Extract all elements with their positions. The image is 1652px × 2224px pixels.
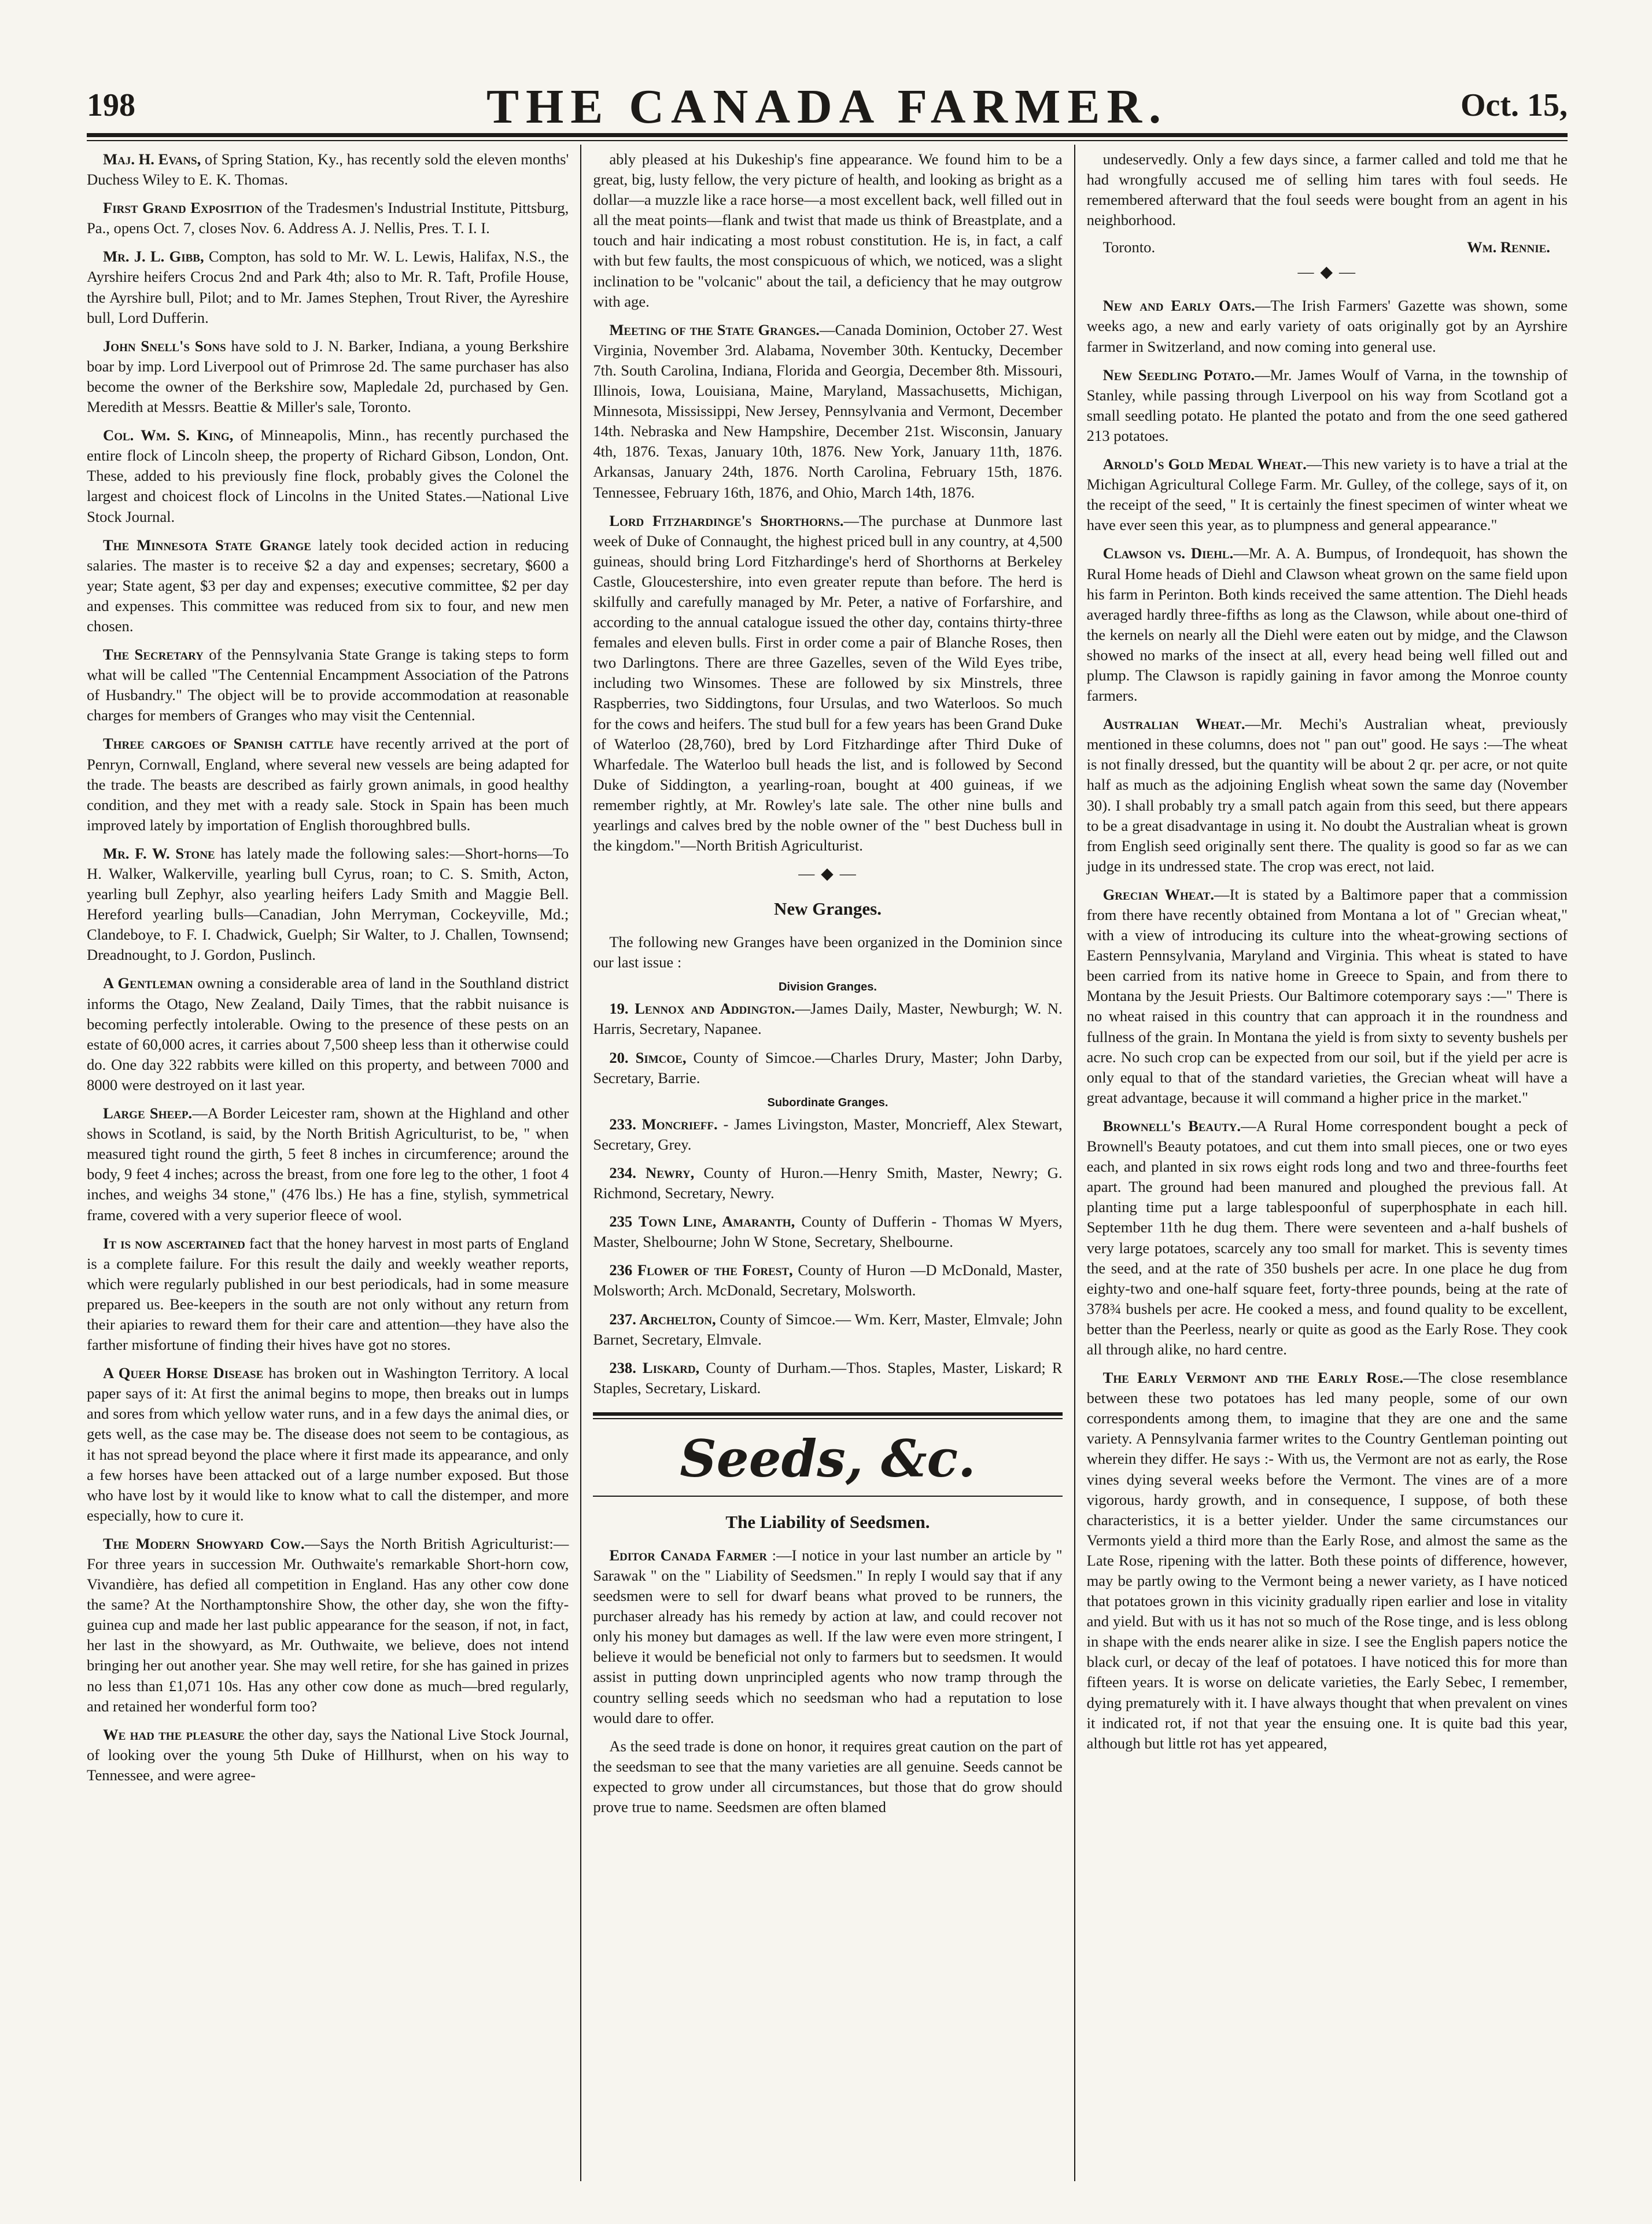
granges-intro: The following new Granges have been organized in the Dominion since our last issue : [593, 933, 1063, 971]
signature-place: Toronto. [1102, 238, 1156, 256]
newspaper-page [87, 75, 1568, 2181]
paragraph-lead: It is now ascertained [103, 1234, 245, 1252]
section-rule [593, 1496, 1062, 1497]
page-number: 198 [87, 87, 135, 123]
article-paragraph [87, 844, 569, 966]
paragraph-lead: New and Early Oats. [1102, 297, 1255, 315]
masthead [87, 75, 1568, 133]
article-paragraph [593, 1358, 1062, 1398]
article-paragraph [593, 1260, 1062, 1301]
paragraph-lead: First Grand Exposition [103, 199, 263, 217]
article-paragraph [87, 1233, 569, 1356]
paragraph-lead: 234. Newry, [609, 1163, 695, 1181]
paragraph-lead: Australian Wheat. [1102, 715, 1245, 733]
column-1 [87, 145, 580, 2181]
column-3 [1074, 145, 1568, 2181]
paragraph-text: the other day, says the National Live Stock Journal, of looking over the young 5th Duke of Hillhurst, when on his way to Tennessee, and were agree- [87, 1725, 569, 1784]
paragraph-text: County of Durham.—Thos. Staples, Master, Liskard; R Staples, Secretary, Liskard. [593, 1358, 1063, 1397]
paragraph-lead: 238. Liskard, [609, 1358, 700, 1376]
issue-date: Oct. 15, [1460, 87, 1568, 123]
article-paragraph [1087, 714, 1568, 877]
paragraph-lead: Editor Canada Farmer [609, 1546, 768, 1564]
paragraph-text: of Spring Station, Ky., has recently sold the eleven months' Duchess Wiley to E. K. Thomas. [87, 150, 569, 189]
paragraph-text: have sold to J. N. Barker, Indiana, a young Berkshire boar by imp. Lord Liverpool out of Primrose 2d. The same purchaser has also become the owner of the Berkshire sow, Mapledale 2d, purchased by Gen. Meredith at Messrs. Beattie & Miller's sale, Toronto. [87, 337, 569, 416]
paragraph-text: —Mr. Mechi's Australian wheat, previously mentioned in these columns, does not " pan out" good. He says :—The wheat is not finally dressed, but the quantity will be about 2 qr. per acre, or not quite half as much as the adjoining English wheat sown the same day (November 30). I shall probably try a small patch again from this seed, but there appears to be a great disadvantage in using it. No doubt the Australian wheat is grown from English seed originally sent there. The quality is good so far as we can judge in its undressed state. The crop was erect, not laid. [1086, 715, 1568, 875]
paragraph-lead: Large Sheep. [103, 1104, 193, 1122]
article-paragraph [593, 1212, 1062, 1252]
paragraph-lead: We had the pleasure [103, 1725, 245, 1743]
article-paragraph [593, 511, 1062, 856]
paragraph-lead: Maj. H. Evans, [103, 150, 201, 168]
paragraph-lead: 235 Town Line, Amaranth, [609, 1213, 795, 1231]
article-paragraph [87, 1534, 569, 1717]
paragraph-text: —Canada Dominion, October 27. West Virginia, November 3rd. Alabama, November 30th. Kentucky, December 7th. South Carolina, Indiana, Florida and Georgia, December 8th. Missouri, Illinois, Iowa, Louisiana, Maine, Maryland, Massachusetts, Michigan, Minnesota, Mississippi, New Jersey, Pennsylvania and Vermont, December 14th. Nebraska and New Hampshire, December 21st. Wisconsin, January 4th, 1876. Texas, January 10th, 1876. New York, January 11th, 1876. Arkansas, January 24th, 1876. North Carolina, February 15th, 1876. Tennessee, February 16th, 1876, and Ohio, March 14th, 1876. [593, 321, 1063, 501]
paragraph-text: —A Rural Home correspondent bought a peck of Brownell's Beauty potatoes, and cut them into small pieces, one or two eyes each, and planted in six rows eight rods long and two and three-fourths feet apart. The ground had been manured and ploughed the previous fall. At planting time put a large tablespoonful of superphosphate in each hill. September 11th he dug them. There were seventeen and a-half bushels of very large potatoes, scarcely any too small for market. This is seventy times the seed, and at the rate of 350 bushels per acre. In one place he dug from eighty-two and one-half square feet, forty-three pounds, being at the rate of 378¾ bushels per acre. He cooked a mess, and found quality to be excellent, better than the Peerless, nearly or quite as good as the Early Rose. They cook all through alike, no hard centre. [1086, 1117, 1568, 1358]
new-granges-heading: New Granges. [773, 899, 882, 919]
section-double-rule [593, 1412, 1062, 1419]
article-paragraph [593, 1309, 1062, 1350]
paragraph-text: —Mr. A. A. Bumpus, of Irondequoit, has shown the Rural Home heads of Diehl and Clawson wheat grown on the same field upon his farm in Perinton. Both kinds received the same attention. The Diehl heads averaged hardly three-fifths as long as the Clawson, while about one-third of the kernels on nearly all the Diehl were eaten out by midge, and the Clawson showed no marks of the insect at all, every head being well filled out and plump. The Clawson is rapidly gaining in favor among the Monroe county farmers. [1086, 544, 1568, 705]
article-paragraph [593, 1048, 1062, 1088]
paragraph-text: —Mr. James Woulf of Varna, in the township of Stanley, while passing through Liverpool on his way from Scotland got a small seedling potato. He planted the potato and from the one seed gathered 213 potatoes. [1086, 366, 1568, 444]
paragraph-text: have recently arrived at the port of Penryn, Cornwall, England, where several new vessels are being adapted for the trade. The beasts are described as fairly grown animals, in good healthy condition, and they met with a ready sale. Stock in Spain has been much improved lately by importation of English thoroughbred bulls. [87, 735, 569, 834]
subordinate-granges-heading: Subordinate Granges. [767, 1096, 888, 1109]
paragraph-lead: Mr. J. L. Gibb, [103, 248, 204, 266]
paragraph-lead: Col. Wm. S. King, [103, 426, 234, 444]
article-paragraph [87, 734, 569, 835]
paragraph-lead: The Secretary [103, 646, 204, 664]
seeds-section-title: Seeds, &c. [680, 1428, 976, 1489]
article-paragraph [1087, 296, 1568, 356]
paragraph-lead: The Modern Showyard Cow. [103, 1534, 305, 1552]
article-paragraph [87, 1363, 569, 1526]
paragraph-text: As the seed trade is done on honor, it requires great caution on the part of the seedsman to see that the many varieties are all genuine. Seeds cannot be expected to grow under all circumstances, but those that do grow should prove true to name. Seedsmen are often blamed [593, 1737, 1063, 1816]
continued-paragraph: undeservedly. Only a few days since, a farmer called and told me that he had wrongfully accused me of selling him tares with foul seeds. He remembered afterward that the foul seeds were bought from an agent in his neighborhood. [1086, 150, 1568, 229]
paragraph-text: of Minneapolis, Minn., has recently purchased the entire flock of Lincoln sheep, the property of Richard Gibson, London, Ont. These, added to his previously fine flock, probably gives the Colonel the largest and choicest flock of Lincolns in the United States.—National Live Stock Journal. [87, 426, 569, 525]
section-ornament: — ◆ — [1297, 263, 1357, 282]
columns [87, 145, 1568, 2181]
article-paragraph [87, 425, 569, 526]
paragraph-text: —The Irish Farmers' Gazette was shown, some weeks ago, a new and early variety of oats originally got by an Ayrshire farmer in Switzerland, and now coming into general use. [1086, 297, 1568, 355]
paragraph-lead: New Seedling Potato. [1102, 366, 1255, 384]
article-paragraph [593, 1545, 1062, 1728]
paragraph-lead: John Snell's Sons [103, 337, 226, 355]
paragraph-text: of the Pennsylvania State Grange is taking steps to form what will be called "The Centennial Encampment Association of the Patrons of Husbandry." The object will be to provide accommodation at reasonable charges for members of Granges who may visit the Centennial. [87, 646, 569, 724]
paragraph-lead: 237. Archelton, [609, 1310, 716, 1328]
paragraph-text: has lately made the following sales:—Short-horns—To H. Walker, Walkerville, yearling bull Cyrus, roan; to C. S. Smith, Acton, yearling bull Zephyr, also yearling heifers Lady Smith and Maggie Bell. Hereford yearling bulls—Canadian, John Merryman, Cockeyville, Md.; Clandeboye, to F. I. Chadwick, Guelph; Sir Walter, to J. Challen, Townsend; Dreadnought, to J. Gordon, Puslinch. [87, 844, 569, 964]
signature-name: Wm. Rennie. [1467, 238, 1550, 256]
paragraph-text: owning a considerable area of land in the Southland district informs the Otago, New Zealand, Daily Times, that the rabbit nuisance is becoming perfectly intolerable. Owing to the presence of these pests on an estate of 60,000 acres, it carries about 7,500 sheep less than it otherwise could do. One day 322 rabbits were killed on this property, and between 7000 and 8000 were destroyed on it last year. [87, 974, 569, 1093]
article-paragraph [87, 645, 569, 726]
article-paragraph [593, 999, 1062, 1039]
article-paragraph [87, 1725, 569, 1785]
article-paragraph [593, 320, 1062, 503]
paragraph-lead: 236 Flower of the Forest, [609, 1261, 793, 1279]
article-paragraph [87, 246, 569, 327]
paragraph-text: County of Dufferin - Thomas W Myers, Master, Shelbourne; John W Stone, Secretary, Shelbourne. [593, 1213, 1063, 1251]
paragraph-text: —This new variety is to have a trial at the Michigan Agricultural College Farm. Mr. Gulley, of the college, says of it, on the receipt of the seed, " It is certainly the finest specimen of winter wheat we have ever seen this year, as to plumpness and general appearance." [1086, 455, 1568, 534]
paragraph-text: —The close resemblance between these two potatoes has led many people, some of our own correspondents among them, to imagine that they are one and the same variety. A Pennsylvania farmer writes to the Country Gentleman pointing out wherein they differ. He says :- With us, the Vermont are not as early, the Rose vines dying several weeks before the Vermont. The vines are of a more vigorous, hardy growth, and in consequence, I suppose, of both these characteristics, it is a better yielder. Under the same circumstances our Vermonts yield a third more than the Early Rose, and almost the same as the Late Rose, ripening with the latter. Both these points of difference, however, may be partly owing to the Vermont being a newer variety, as I have noticed that potatoes grown in this vicinity gradually ripen earlier and lose in vitality and yield. But with us it has not so much of the Rose tinge, and is less oblong in shape with the ends nearer alike in size. I see the English papers notice the black curl, or decay of the leaf of potatoes. I have noticed this for more than fifteen years. It is worse on delicate varieties, the Early Sebec, I remember, dying prematurely with it. I have always thought that when prevalent on vines it indicated rot, if not that year the ensuing one. It is quite bad this year, although but little rot has yet appeared, [1086, 1369, 1568, 1752]
article-paragraph [87, 336, 569, 417]
paragraph-lead: 20. Simcoe, [609, 1048, 687, 1066]
paragraph-lead: Arnold's Gold Medal Wheat. [1102, 455, 1307, 473]
paragraph-lead: A Queer Horse Disease [103, 1364, 264, 1382]
article-paragraph [87, 535, 569, 636]
article-paragraph [1087, 885, 1568, 1108]
paragraph-text: ably pleased at his Dukeship's fine appearance. We found him to be a great, big, lusty fellow, the very picture of health, and looking as bright as a dollar—a muzzle like a race horse—a most excellent back, well filled out in all the meat points—flank and twist that made us think of Breastplate, and a touch and hair indicating a most robust constitution. He is, in fact, a calf with but few faults, the most conspicuous of which, we noticed, was a slight inclination to be "volcanic" about the tail, a deficiency that he may outgrow with age. [593, 150, 1063, 310]
division-granges-heading: Division Granges. [778, 981, 877, 994]
article-paragraph [87, 973, 569, 1095]
paragraph-text: —It is stated by a Baltimore paper that a commission from there have recently obtained from Montana a lot of " Grecian wheat," with a view of introducing its culture into the wheat-growing sections of Eastern Pennsylvania, Maryland and Virginia. This wheat is stated to have been carried from its native home in Greece to Spain, and from there to Montana by the Jesuit Priests. Our Baltimore cotemporary says :—" There is no wheat raised in this country that can approach it in the roundness and fullness of the grain. In Montana the yield is from sixty to seventy bushels per acre. No such crop can be expected from our soil, but if the yield per acre is only equal to that of the standard varieties, the Grecian wheat will have a great advantage, because it will command a higher price in the market." [1086, 885, 1568, 1106]
paragraph-text: of the Tradesmen's Industrial Institute, Pittsburg, Pa., opens Oct. 7, closes Nov. 6. Address A. J. Nellis, Pres. T. I. I. [87, 199, 569, 237]
paragraph-text: —The purchase at Dunmore last week of Duke of Connaught, the highest priced bull in any country, at 4,500 guineas, should bring Lord Fitzhardinge's herd of Shorthorns at Berkeley Castle, Gloucestershire, into even greater repute than before. The herd is skilfully and carefully managed by Mr. Peter, a native of Forfarshire, and according to the annual catalogue issued the other day, contains thirty-three females and eleven bulls. First in order come a pair of Blanche Roses, then two Darlingtons. There are three Gazelles, seven of the Wild Eyes tribe, including two Winsomes. These are followed by six Minstrels, three Raspberries, two Siddingtons, four Ursulas, and two Waterloos. So much for the cows and heifers. The stud bull for a few years has been Grand Duke of Waterloo (28,760), bred by Lord Fitzhardinge after Third Duke of Wharfedale. The Waterloo bull heads the list, and is followed by Second Duke of Siddington, a yearling-roan, bought at 400 guineas, if we remember rightly, at Mr. Rowley's late sale. The other nine bulls and yearlings and calves bred by the noble owner of the " best Duchess bull in the kingdom."—North British Agriculturist. [593, 511, 1063, 855]
paragraph-lead: Clawson vs. Diehl. [1102, 544, 1234, 562]
article-paragraph [1087, 1368, 1568, 1754]
paragraph-text: :—I notice in your last number an article by " Sarawak " on the " Liability of Seedsmen." In reply I would say that if any seedsmen were to sell for dwarf beans what proved to be runners, the purchaser already has his remedy by action at law, and could recover not only his money but damages as well. If the law were even more stringent, I believe it would be beneficial not only to farmers but to seedsmen. It would assist in putting down unprincipled agents who now tramp through the country selling seeds which no seedsman who had a reputation to lose would dare to offer. [593, 1546, 1063, 1726]
newspaper-title: THE CANADA FARMER. [486, 80, 1168, 134]
paragraph-lead: Meeting of the State Granges. [609, 321, 820, 338]
article-paragraph [87, 149, 569, 190]
liability-heading: The Liability of Seedsmen. [725, 1511, 930, 1532]
paragraph-lead: Grecian Wheat. [1102, 885, 1215, 903]
paragraph-lead: Lord Fitzhardinge's Shorthorns. [609, 511, 844, 529]
masthead-rule-thin [87, 140, 1568, 141]
paragraph-text: —A Border Leicester ram, shown at the Highland and other shows in Scotland, is said, by the North British Agriculturist, to be, " when measured tight round the girth, 5 feet 8 inches in circumference; around the body, 9 feet 4 inches; across the breast, from one fore leg to the other, 1 foot 4 inches, and weighs 34 stone," (476 lbs.) He has a fine, stylish, symmetrical frame, covered with a very superior fleece of wool. [87, 1104, 569, 1224]
article-paragraph [1087, 365, 1568, 446]
paragraph-lead: Brownell's Beauty. [1102, 1117, 1241, 1135]
paragraph-text: - James Livingston, Master, Moncrieff, Alex Stewart, Secretary, Grey. [593, 1115, 1063, 1153]
paragraph-text: fact that the honey harvest in most parts of England is a complete failure. For this result the daily and weekly weather reports, which were regularly published in our best periodicals, had in some measure prepared us. Bee-keepers in the south are not only without any return from their apiaries to reward them for their care and attention—they have also the farther misfortune of finding their hives have got no stores. [87, 1234, 569, 1354]
signature-line [1087, 238, 1568, 256]
paragraph-text: County of Huron —D McDonald, Master, Molsworth; Arch. McDonald, Secretary, Molsworth. [593, 1261, 1063, 1299]
article-paragraph [1087, 1116, 1568, 1360]
article-paragraph [87, 1103, 569, 1225]
paragraph-text: County of Simcoe.— Wm. Kerr, Master, Elmvale; John Barnet, Secretary, Elmvale. [593, 1310, 1063, 1348]
article-paragraph [593, 1163, 1062, 1203]
paragraph-text: —Says the North British Agriculturist:—For three years in succession Mr. Outhwaite's remarkable Short-horn cow, Vivandière, has defied all competition in England. Has any other cow done the same? At the Northamptonshire Show, the other day, she won the fifty-guinea cup and made her last public appearance for the season, if not, in fact, her last in the showyard, as Mr. Outhwaite, we believe, does not intend bringing her out another year. She may well retire, for she has gained in prizes no less than £1,071 10s. Has any other cow done as much—bred regularly, and retained her wonderful form too? [87, 1534, 569, 1715]
section-ornament: — ◆ — [798, 865, 857, 883]
article-paragraph [1087, 543, 1568, 706]
column-2 [580, 145, 1074, 2181]
paragraph-lead: The Minnesota State Grange [103, 536, 311, 554]
paragraph-text: —James Daily, Master, Newburgh; W. N. Harris, Secretary, Napanee. [593, 1000, 1063, 1038]
paragraph-text: lately took decided action in reducing salaries. The master is to receive $2 a day and expenses; secretary, $600 a year; State agent, $3 per day and expenses; executive committee, $2 per day and expenses. This committee was reduced from six to four, and new men chosen. [87, 536, 569, 635]
article-paragraph [593, 1114, 1062, 1155]
paragraph-text: County of Simcoe.—Charles Drury, Master; John Darby, Secretary, Barrie. [593, 1048, 1063, 1087]
paragraph-text: Compton, has sold to Mr. W. L. Lewis, Halifax, N.S., the Ayrshire heifers Crocus 2nd and Park 4th; also to Mr. R. Taft, Profile House, the Ayrshire bull, Pilot; and to Mr. James Stephen, Trout River, the Ayreshire bull, Lord Dufferin. [87, 248, 569, 326]
paragraph-text: has broken out in Washington Territory. A local paper says of it: At first the animal begins to mope, then breaks out in lumps and sores from which yellow water runs, and in a few days the animal dies, or gets well, as the case may be. The disease does not seem to be contagious, as it has not spread beyond the place where it first made its appearance, and only a few horses have been attacked out of a large number exposed. But those who have lost by it would like to know what to call the distemper, and more especially, how to cure it. [87, 1364, 569, 1524]
paragraph-lead: The Early Vermont and the Early Rose. [1102, 1369, 1404, 1387]
paragraph-lead: Three cargoes of Spanish cattle [103, 735, 334, 753]
paragraph-lead: A Gentleman [103, 974, 193, 992]
paragraph-text: County of Huron.—Henry Smith, Master, Newry; G. Richmond, Secretary, Newry. [593, 1163, 1063, 1202]
article-paragraph [593, 1736, 1062, 1817]
article-paragraph [1087, 454, 1568, 535]
paragraph-lead: Mr. F. W. Stone [103, 844, 215, 862]
paragraph-lead: 19. Lennox and Addington. [609, 1000, 795, 1018]
paragraph-lead: 233. Moncrieff. [609, 1115, 718, 1133]
article-paragraph [87, 198, 569, 238]
article-paragraph [593, 149, 1062, 312]
